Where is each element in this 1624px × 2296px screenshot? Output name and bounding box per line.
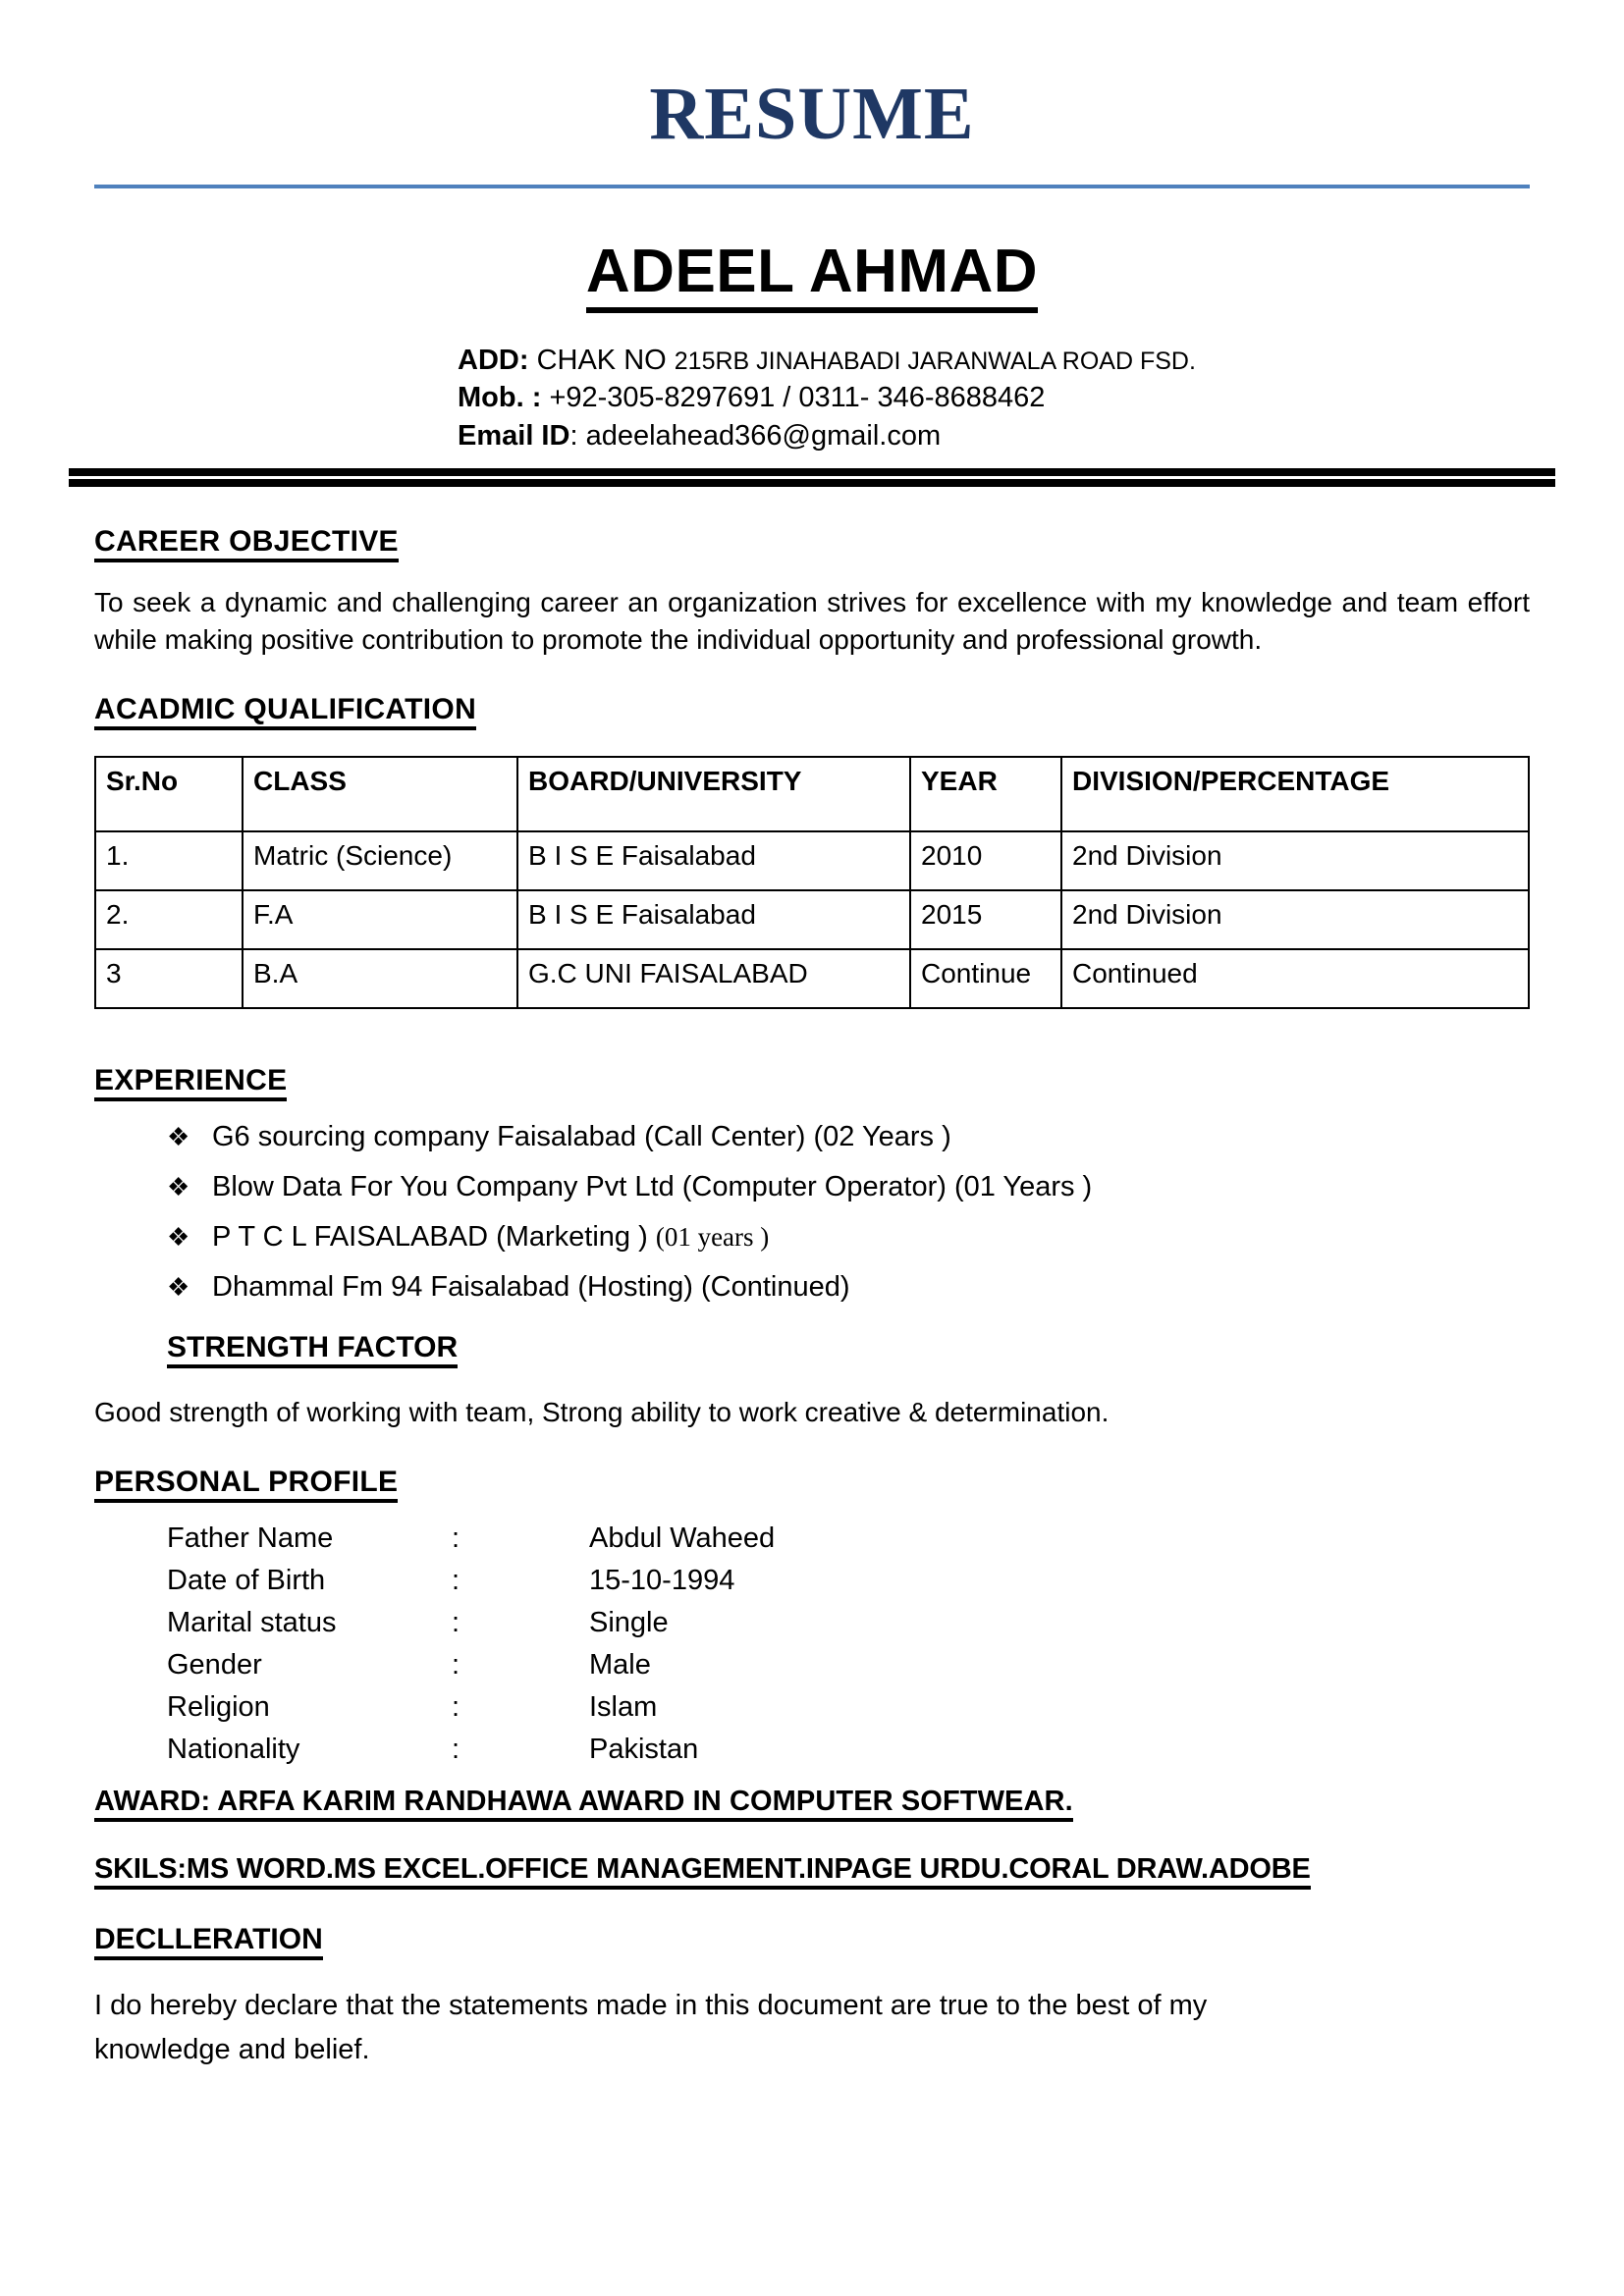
table-row bbox=[167, 1609, 775, 1651]
diamond-bullet-icon: ❖ bbox=[167, 1272, 190, 1303]
section-heading-career-objective bbox=[94, 525, 1530, 559]
profile-label: Gender bbox=[167, 1648, 262, 1681]
skills-line bbox=[94, 1853, 1530, 1886]
award-line-text: AWARD: ARFA KARIM RANDHAWA AWARD IN COMPUTER SOFTWEAR. bbox=[94, 1786, 1073, 1822]
personal-profile-heading-text: PERSONAL PROFILE bbox=[94, 1466, 398, 1503]
address-label: ADD: bbox=[458, 345, 529, 376]
experience-heading-text: EXPERIENCE bbox=[94, 1064, 287, 1101]
cell-board: G.C UNI FAISALABAD bbox=[517, 949, 910, 1008]
section-heading-personal-profile bbox=[94, 1466, 1530, 1499]
document-title: RESUME bbox=[649, 73, 975, 155]
section-heading-declaration bbox=[94, 1923, 1530, 1956]
table-row bbox=[167, 1693, 775, 1735]
email-label: Email ID bbox=[458, 419, 570, 452]
diamond-bullet-icon: ❖ bbox=[167, 1122, 190, 1152]
col-header-division: DIVISION/PERCENTAGE bbox=[1061, 757, 1529, 831]
divider-spacer bbox=[0, 479, 1624, 492]
profile-label: Marital status bbox=[167, 1606, 337, 1638]
career-objective-heading-text: CAREER OBJECTIVE bbox=[94, 525, 399, 562]
email-value: adeelahead366@gmail.com bbox=[585, 419, 942, 452]
cell-year: 2010 bbox=[910, 831, 1061, 890]
email-label-suffix: : bbox=[569, 419, 578, 452]
cell-year: Continue bbox=[910, 949, 1061, 1008]
list-item bbox=[167, 1223, 1530, 1252]
profile-label: Date of Birth bbox=[167, 1564, 326, 1596]
cell-srno: 2. bbox=[95, 890, 243, 949]
personal-profile-body bbox=[167, 1524, 775, 1778]
profile-colon: : bbox=[452, 1522, 460, 1554]
experience-item-text: Blow Data For You Company Pvt Ltd (Computer Operator) (01 Years ) bbox=[212, 1171, 1093, 1203]
strength-body: Good strength of working with team, Strong ability to work creative & determination. bbox=[94, 1397, 1110, 1428]
academic-table-head bbox=[95, 757, 1529, 831]
cell-board: B I S E Faisalabad bbox=[517, 831, 910, 890]
strength-heading-text: STRENGTH FACTOR bbox=[167, 1331, 458, 1368]
mobile-label-suffix: . : bbox=[515, 382, 542, 414]
declaration-body: I do hereby declare that the statements made in this document are true to the best of my knowledge and belief. bbox=[94, 1989, 1208, 2065]
cell-board: B I S E Faisalabad bbox=[517, 890, 910, 949]
profile-colon: : bbox=[452, 1648, 460, 1681]
profile-value: Abdul Waheed bbox=[589, 1522, 776, 1554]
mobile-value: +92-305-8297691 / 0311- 346-8688462 bbox=[549, 382, 1046, 414]
table-row bbox=[167, 1567, 775, 1609]
header-black-divider bbox=[69, 468, 1555, 479]
declaration-heading-text: DECLLERATION bbox=[94, 1923, 323, 1960]
table-row bbox=[167, 1651, 775, 1693]
cell-class: Matric (Science) bbox=[243, 831, 517, 890]
profile-label: Father Name bbox=[167, 1522, 334, 1554]
mobile-label: Mob bbox=[458, 382, 516, 414]
table-row bbox=[167, 1524, 775, 1567]
table-row bbox=[167, 1735, 775, 1778]
resume-content bbox=[0, 525, 1624, 2072]
skills-line-text: SKILS:MS WORD.MS EXCEL.OFFICE MANAGEMENT.INPAGE URDU.CORAL DRAW.ADOBE bbox=[94, 1853, 1311, 1890]
list-item bbox=[167, 1273, 1530, 1302]
cell-year: 2015 bbox=[910, 890, 1061, 949]
profile-colon: : bbox=[452, 1564, 460, 1596]
academic-heading-text: ACADMIC QUALIFICATION bbox=[94, 693, 476, 730]
experience-item-tail: (01 years ) bbox=[655, 1222, 770, 1253]
academic-qualification-table bbox=[94, 756, 1530, 1009]
section-heading-academic-qualification bbox=[94, 693, 1530, 726]
section-heading-strength-factor bbox=[94, 1331, 1530, 1364]
profile-colon: : bbox=[452, 1733, 460, 1765]
profile-colon: : bbox=[452, 1606, 460, 1638]
cell-division: Continued bbox=[1061, 949, 1529, 1008]
address-value-primary: CHAK NO bbox=[536, 345, 667, 376]
profile-colon: : bbox=[452, 1690, 460, 1723]
cell-class: B.A bbox=[243, 949, 517, 1008]
experience-item-text: G6 sourcing company Faisalabad (Call Center) (02 Years ) bbox=[212, 1121, 951, 1153]
profile-label: Nationality bbox=[167, 1733, 300, 1765]
contact-block bbox=[0, 342, 1624, 454]
table-row bbox=[95, 949, 1529, 1008]
diamond-bullet-icon: ❖ bbox=[167, 1222, 190, 1253]
list-item bbox=[167, 1123, 1530, 1151]
table-header-row bbox=[95, 757, 1529, 831]
cell-division: 2nd Division bbox=[1061, 831, 1529, 890]
profile-value: Single bbox=[589, 1606, 669, 1638]
personal-profile-table bbox=[167, 1524, 775, 1778]
contact-mobile-line bbox=[458, 379, 1624, 416]
col-header-year: YEAR bbox=[910, 757, 1061, 831]
cell-srno: 3 bbox=[95, 949, 243, 1008]
col-header-srno: Sr.No bbox=[95, 757, 243, 831]
address-value-secondary: 215RB JINAHABADI JARANWALA ROAD FSD. bbox=[674, 347, 1196, 375]
candidate-name-text: ADEEL AHMAD bbox=[586, 238, 1038, 313]
profile-value: Male bbox=[589, 1648, 651, 1681]
contact-address-line bbox=[458, 342, 1624, 379]
experience-item-text: Dhammal Fm 94 Faisalabad (Hosting) (Continued) bbox=[212, 1271, 850, 1304]
col-header-board: BOARD/UNIVERSITY bbox=[517, 757, 910, 831]
profile-value: Pakistan bbox=[589, 1733, 699, 1765]
career-objective-body: To seek a dynamic and challenging career an organization strives for excellence with my knowledge and team effort while making positive contribution to promote the individual opportunity and professional growth. bbox=[94, 586, 1530, 656]
table-row bbox=[95, 890, 1529, 949]
profile-value: Islam bbox=[589, 1690, 658, 1723]
col-header-class: CLASS bbox=[243, 757, 517, 831]
contact-email-line bbox=[458, 417, 1624, 454]
cell-division: 2nd Division bbox=[1061, 890, 1529, 949]
cell-class: F.A bbox=[243, 890, 517, 949]
section-heading-experience bbox=[94, 1064, 1530, 1097]
experience-item-text: P T C L FAISALABAD (Marketing ) bbox=[212, 1221, 656, 1254]
table-row bbox=[95, 831, 1529, 890]
profile-value: 15-10-1994 bbox=[589, 1564, 735, 1596]
header-blue-divider bbox=[94, 185, 1530, 188]
profile-label: Religion bbox=[167, 1690, 270, 1723]
experience-list bbox=[94, 1123, 1530, 1302]
award-line bbox=[94, 1786, 1530, 1818]
list-item bbox=[167, 1173, 1530, 1201]
academic-table-body bbox=[95, 831, 1529, 1008]
candidate-name bbox=[0, 238, 1624, 305]
cell-srno: 1. bbox=[95, 831, 243, 890]
diamond-bullet-icon: ❖ bbox=[167, 1172, 190, 1202]
